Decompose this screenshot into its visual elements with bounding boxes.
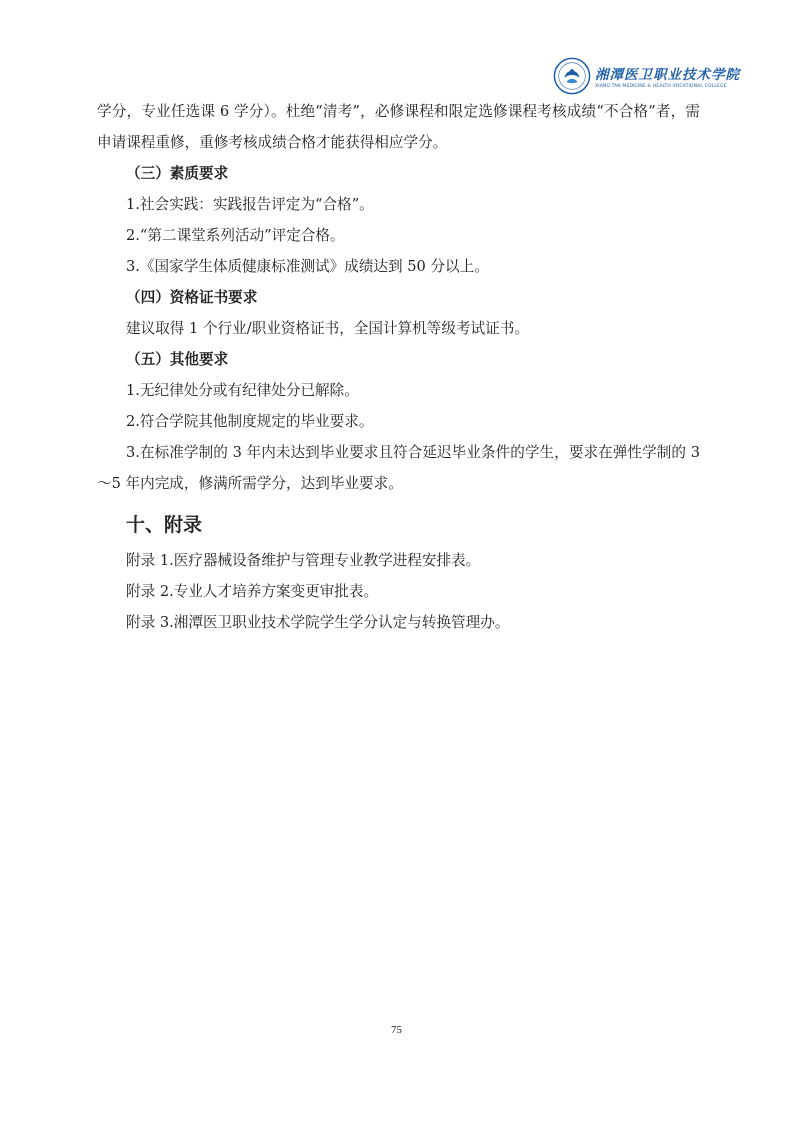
- appendix-item-3: 附录 3.湘潭医卫职业技术学院学生学分认定与转换管理办。: [126, 614, 510, 631]
- appendix-item-2: 附录 2.专业人才培养方案变更审批表。: [126, 583, 379, 600]
- document-body: [97, 96, 700, 638]
- college-emblem-icon: [553, 57, 591, 95]
- other-item-2: 2.符合学院其他制度规定的毕业要求。: [126, 413, 374, 430]
- logo-english-name: XIANG'TAN MEDICINE & HEALTH VOCATIONAL COLLEGE: [595, 84, 727, 89]
- quality-item-1: 1.社会实践：实践报告评定为“合格”。: [126, 196, 374, 213]
- quality-item-2: 2.“第二课堂系列活动”评定合格。: [126, 227, 345, 244]
- section-other-title: （五）其他要求: [126, 351, 229, 368]
- page-number: 75: [391, 1024, 402, 1036]
- logo-chinese-name: 湘潭医卫职业技术学院: [595, 67, 740, 83]
- appendix-heading: 十、附录: [126, 514, 203, 536]
- section-quality-title: （三）素质要求: [126, 165, 229, 182]
- appendix-item-1: 附录 1.医疗器械设备维护与管理专业教学进程安排表。: [126, 552, 481, 569]
- quality-item-3: 3.《国家学生体质健康标准测试》成绩达到 50 分以上。: [126, 258, 489, 275]
- section-certificate-title: （四）资格证书要求: [126, 289, 258, 306]
- other-item-3: 3.在标准学制的 3 年内未达到毕业要求且符合延迟毕业条件的学生，要求在弹性学制的 3～5 年内完成，修满所需学分，达到毕业要求。: [97, 444, 700, 492]
- college-logo: [553, 56, 740, 96]
- certificate-text: 建议取得 1 个行业/职业资格证书，全国计算机等级考试证书。: [126, 320, 529, 337]
- other-item-1: 1.无纪律处分或有纪律处分已解除。: [126, 382, 359, 399]
- paragraph-credits: 学分，专业任选课 6 学分）。杜绝“清考”，必修课程和限定选修课程考核成绩“不合格”者，需申请课程重修，重修考核成绩合格才能获得相应学分。: [97, 103, 700, 151]
